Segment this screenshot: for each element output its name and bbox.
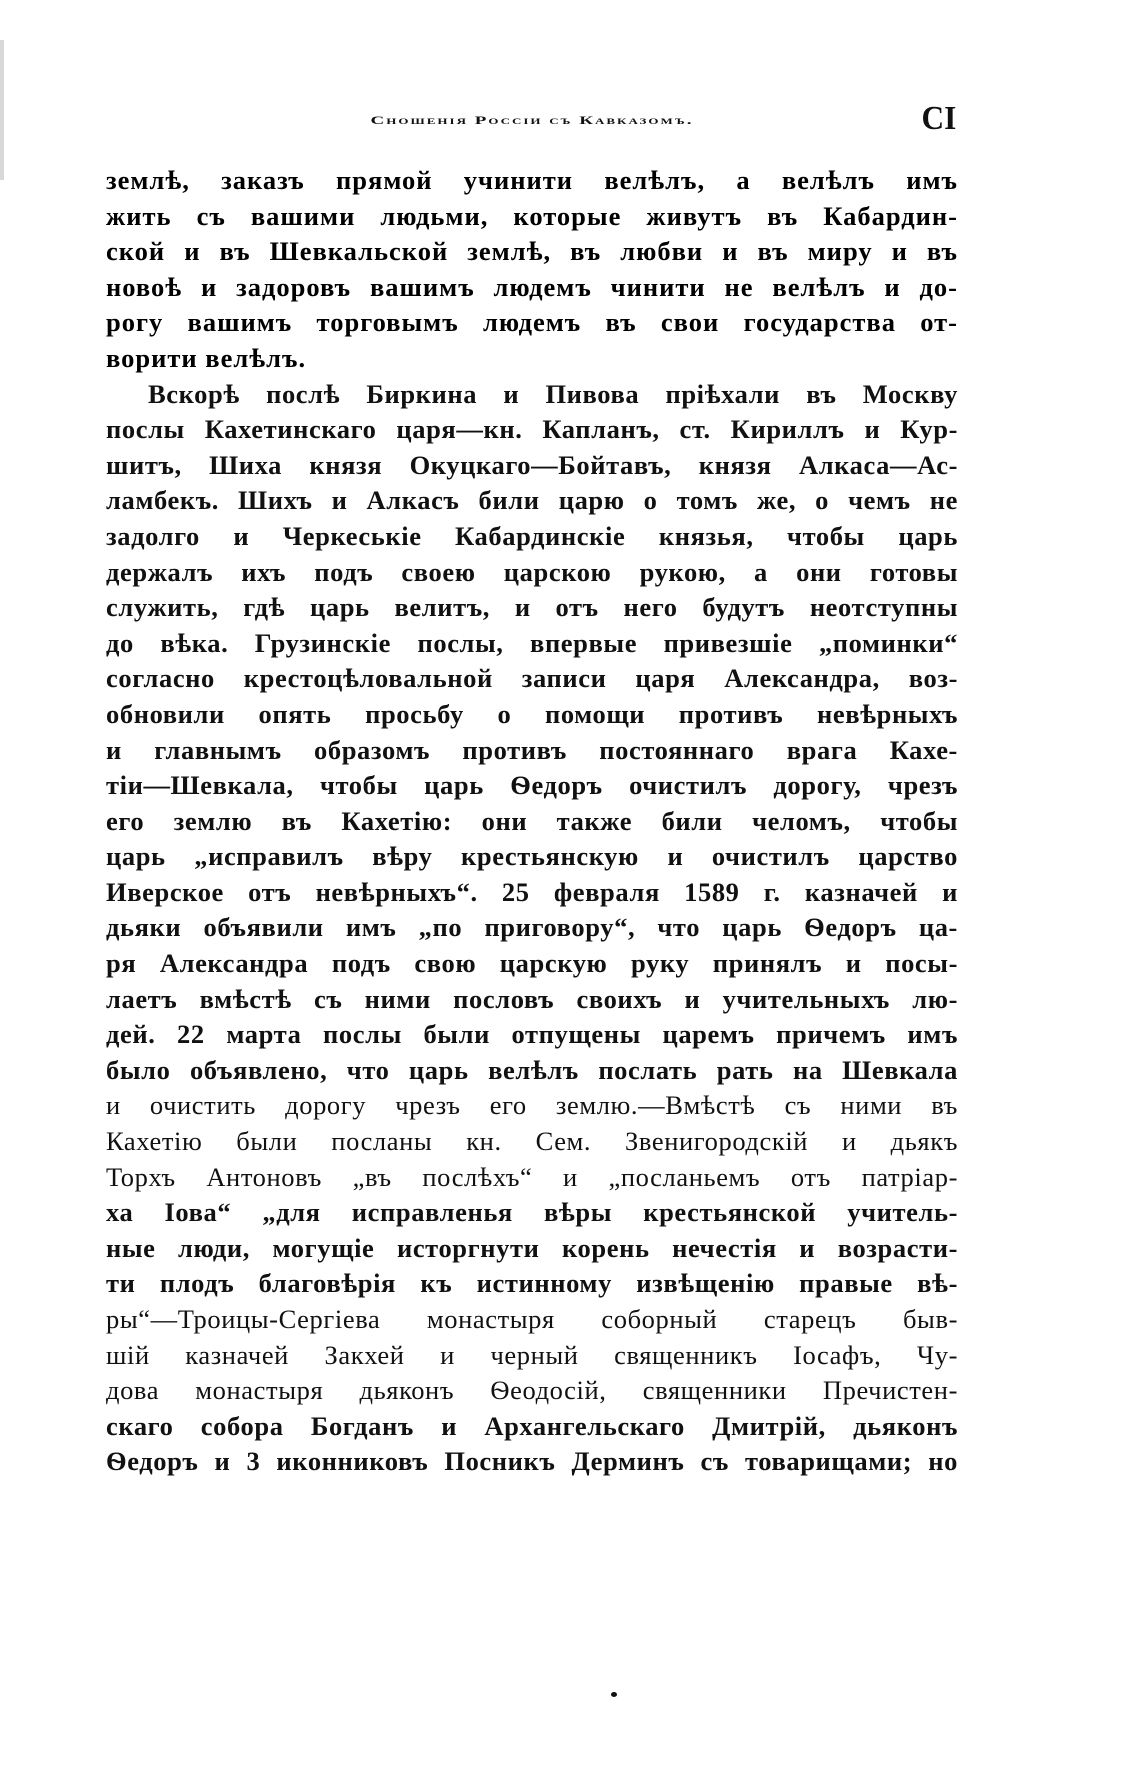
text-line: было объявлено, что царь велѣлъ послать рать на Шевкала [106,1054,958,1085]
text-line: шій казначей Закхей и черный священникъ Іосафъ, Чу- [106,1339,958,1370]
paragraph-main [106,377,958,1480]
text-line: ворити велѣлъ. [106,342,307,373]
paragraph-continued [106,163,958,377]
text-line: ти плодъ благовѣрія къ истинному извѣщенію правые вѣ- [106,1268,958,1299]
text-line: и очистить дорогу чрезъ его землю.—Вмѣстѣ съ ними въ [106,1090,958,1121]
text-line: Торхъ Антоновъ „въ послѣхъ“ и „посланьемъ отъ патріар- [106,1161,958,1192]
text-line: скаго собора Богданъ и Архангельскаго Дмитрій, дьяконъ [106,1410,958,1441]
text-line: ха Іова“ „для исправленья вѣры крестьянской учитель- [106,1197,958,1228]
text-line: рогу вашимъ торговымъ людемъ въ свои государства от- [106,307,958,338]
scan-edge-shadow [0,40,4,180]
text-line: дьяки объявили имъ „по приговору“, что царь Ѳедоръ ца- [106,912,958,943]
running-title: Сношенія Россіи съ Кавказомъ. [370,114,694,128]
text-line: ламбекъ. Шихъ и Алкасъ били царю о томъ же, о чемъ не [106,485,958,516]
text-line: шитъ, Шиха князя Окуцкаго—Бойтавъ, князя Алкаса—Ас- [106,449,958,480]
text-line: обновили опять просьбу о помощи противъ невѣрныхъ [106,698,958,729]
text-line: ные люди, могущіе исторгнути корень нечестія и возрасти- [106,1232,958,1263]
text-line: и главнымъ образомъ противъ постояннаго врага Кахе- [106,734,958,765]
body-text [106,163,958,1480]
text-line: Иверское отъ невѣрныхъ“. 25 февраля 1589 г. казначей и [106,876,958,907]
running-header [106,100,958,140]
text-line: новоѣ и задоровъ вашимъ людемъ чинити не велѣлъ и до- [106,271,958,302]
text-line: ры“—Троицы-Сергіева монастыря соборный старецъ быв- [106,1304,958,1334]
text-line: послы Кахетинскаго царя—кн. Капланъ, ст. Кириллъ и Кур- [106,414,958,445]
text-line: задолго и Черкеськіе Кабардинскіе князья, чтобы царь [106,520,958,551]
page-number: CI [921,100,957,137]
text-line: его землю въ Кахетію: они также били челомъ, чтобы [106,805,958,836]
text-line: лаетъ вмѣстѣ съ ними пословъ своихъ и учительныхъ лю- [106,983,958,1014]
text-line: служить, гдѣ царь велитъ, и отъ него будутъ неотступны [106,592,958,623]
text-line: ря Александра подъ свою царскую руку принялъ и посы- [106,948,958,979]
text-line: Кахетію были посланы кн. Сем. Звенигородскій и дьякъ [106,1126,958,1157]
text-line: Вскорѣ послѣ Биркина и Пивова пріѣхали въ Москву [148,378,958,409]
text-line: согласно крестоцѣловальной записи царя Александра, воз- [106,663,958,694]
print-speck [611,1692,617,1697]
text-line: Ѳедоръ и 3 иконниковъ Посникъ Дерминъ съ товарищами; но [106,1446,958,1477]
text-line: землѣ, заказъ прямой учинити велѣлъ, а велѣлъ имъ [106,165,958,195]
text-line: дова монастыря дьяконъ Ѳеодосій, священники Пречистен- [106,1375,958,1406]
text-line: тіи—Шевкала, чтобы царь Ѳедоръ очистилъ дорогу, чрезъ [106,770,958,801]
text-line: до вѣка. Грузинскіе послы, впервые привезшіе „поминки“ [106,627,958,658]
text-line: дей. 22 марта послы были отпущены царемъ причемъ имъ [106,1019,958,1050]
text-line: ской и въ Шевкальской землѣ, въ любви и въ миру и въ [106,236,958,267]
text-line: держалъ ихъ подъ своею царскою рукою, а они готовы [106,556,958,587]
text-line: жить съ вашими людьми, которые живутъ въ Кабардин- [106,200,958,231]
text-line: царь „исправилъ вѣру крестьянскую и очистилъ царство [106,841,958,872]
